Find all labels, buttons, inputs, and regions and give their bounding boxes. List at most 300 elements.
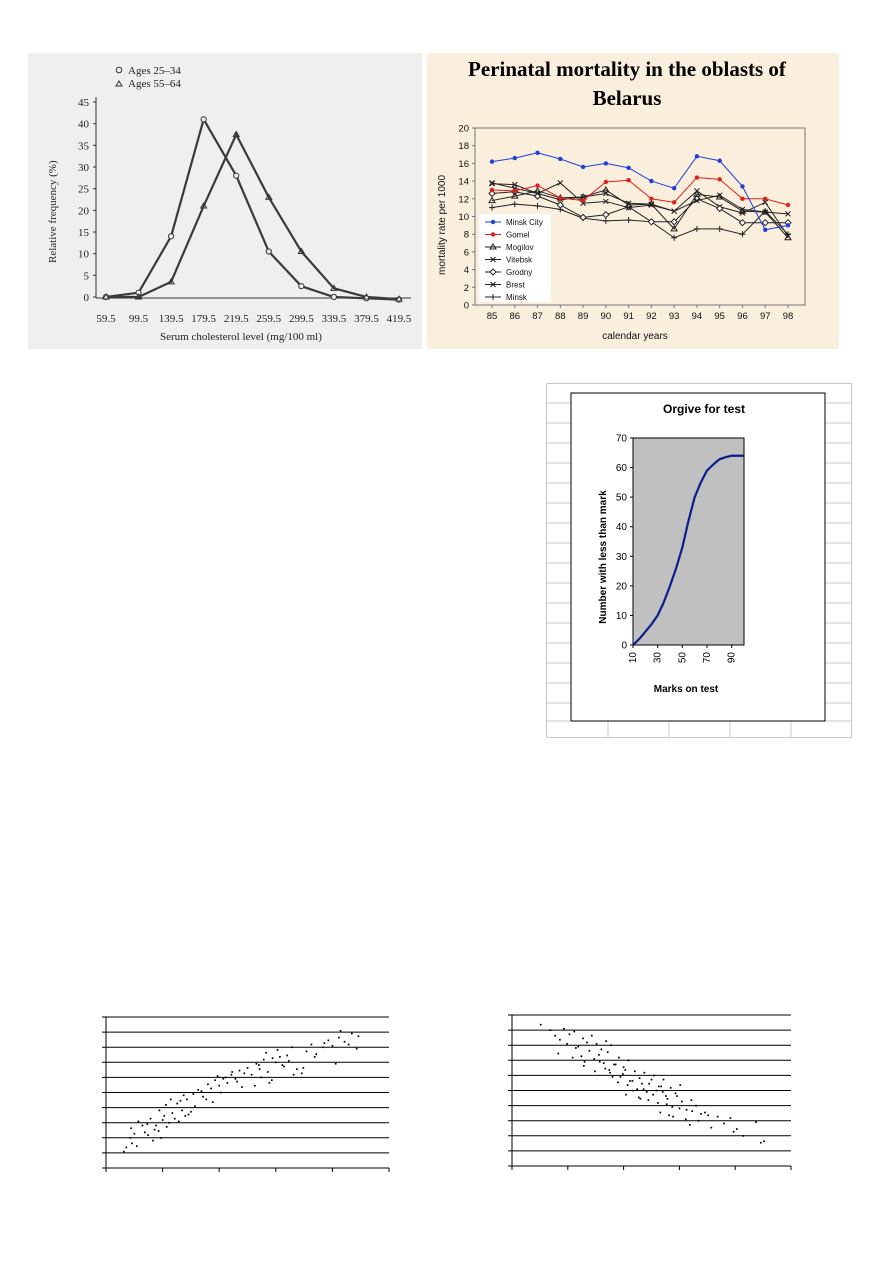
scatter-point bbox=[651, 1079, 653, 1081]
scatter-point bbox=[632, 1080, 634, 1082]
scatter-point bbox=[742, 1135, 744, 1137]
scatter-point bbox=[604, 1068, 606, 1070]
scatter-point bbox=[698, 1120, 700, 1122]
scatter-point bbox=[162, 1119, 164, 1121]
scatter-point bbox=[733, 1131, 735, 1133]
scatter-point bbox=[589, 1050, 591, 1052]
chart1-legend-item-2: Ages 55–64 bbox=[128, 78, 181, 90]
scatter-point bbox=[665, 1095, 667, 1097]
chart2-x-tick-label: 88 bbox=[555, 311, 566, 322]
scatter-point bbox=[575, 1047, 577, 1049]
chart2-x-tick-label: 93 bbox=[668, 311, 680, 322]
chart2-title-line-2: Belarus bbox=[592, 86, 662, 110]
chart1-x-tick-label: 379.5 bbox=[354, 313, 379, 325]
scatter-point bbox=[265, 1052, 267, 1054]
chart2-y-tick-label: 14 bbox=[458, 176, 469, 188]
chart1-series-line-1 bbox=[106, 119, 399, 299]
scatter-point bbox=[259, 1068, 261, 1070]
scatter-point bbox=[178, 1121, 180, 1123]
chart1-point bbox=[266, 249, 271, 254]
chart2-x-tick-label: 90 bbox=[600, 311, 612, 322]
scatter-point bbox=[260, 1077, 262, 1079]
scatter-point bbox=[610, 1044, 612, 1046]
chart1-y-tick-label: 35 bbox=[78, 140, 89, 153]
chart2-point bbox=[603, 212, 609, 218]
scatter-point bbox=[225, 1077, 227, 1079]
scatter-point bbox=[311, 1044, 313, 1046]
chart2-point bbox=[513, 156, 517, 160]
chart2-point bbox=[490, 159, 494, 163]
scatter-point bbox=[617, 1081, 619, 1083]
chart2-point bbox=[740, 184, 744, 188]
scatter-point bbox=[679, 1084, 681, 1086]
positive-scatter-panel bbox=[92, 1008, 392, 1183]
scatter-point bbox=[685, 1119, 687, 1121]
chart1-y-tick-label: 25 bbox=[78, 183, 89, 196]
perinatal-mortality-panel bbox=[427, 53, 839, 349]
scatter-point bbox=[641, 1083, 643, 1085]
scatter-point bbox=[172, 1112, 174, 1114]
scatter-point bbox=[239, 1070, 241, 1072]
chart2-x-tick-label: 89 bbox=[577, 311, 589, 322]
chart2-point bbox=[671, 235, 677, 241]
scatter-point bbox=[222, 1078, 224, 1080]
scatter-point bbox=[154, 1129, 156, 1131]
scatter-point bbox=[165, 1104, 167, 1106]
scatter-point bbox=[639, 1077, 641, 1079]
scatter-point bbox=[324, 1042, 326, 1044]
scatter-point bbox=[351, 1033, 353, 1035]
chart2-y-tick-label: 8 bbox=[463, 229, 469, 241]
chart2-point bbox=[626, 178, 630, 182]
scatter-point bbox=[138, 1121, 140, 1123]
chart2-y-tick-label: 4 bbox=[463, 265, 469, 277]
chart1-point bbox=[201, 117, 206, 122]
scatter-point bbox=[662, 1091, 664, 1093]
legend-triangle-marker bbox=[116, 81, 122, 86]
chart2-x-tick-label: 86 bbox=[509, 311, 521, 322]
chart2-x-tick-label: 94 bbox=[691, 311, 703, 322]
scatter-point bbox=[210, 1088, 212, 1090]
scatter-point bbox=[170, 1099, 172, 1101]
chart2-legend-marker bbox=[491, 220, 495, 224]
scatter-point bbox=[186, 1099, 188, 1101]
chart2-point bbox=[558, 180, 563, 185]
scatter-point bbox=[356, 1048, 358, 1050]
chart2-point bbox=[581, 165, 585, 169]
scatter-point bbox=[236, 1081, 238, 1083]
chart2-legend-label: Mogilov bbox=[506, 243, 534, 252]
scatter-point bbox=[599, 1061, 601, 1063]
chart2-point bbox=[648, 219, 654, 225]
chart1-x-tick-label: 339.5 bbox=[321, 313, 347, 325]
scatter-point bbox=[357, 1035, 359, 1037]
scatter-point bbox=[627, 1084, 629, 1086]
scatter-point bbox=[623, 1066, 625, 1068]
chart2-point bbox=[489, 205, 495, 211]
chart2-y-tick-label: 2 bbox=[463, 282, 469, 294]
scatter-point bbox=[291, 1046, 293, 1048]
scatter-point bbox=[158, 1130, 160, 1132]
scatter-point bbox=[557, 1053, 559, 1055]
scatter-point bbox=[136, 1145, 138, 1147]
scatter-point bbox=[160, 1137, 162, 1139]
scatter-point bbox=[247, 1067, 249, 1069]
scatter-point bbox=[130, 1127, 132, 1129]
chart3-y-label: Number with less than mark bbox=[598, 490, 609, 624]
scatter-point bbox=[256, 1063, 258, 1065]
scatter-point bbox=[607, 1051, 609, 1053]
scatter-point bbox=[235, 1078, 237, 1080]
scatter-point bbox=[144, 1132, 146, 1134]
chart1-x-tick-label: 259.5 bbox=[256, 313, 282, 325]
ogive-panel bbox=[546, 383, 852, 738]
chart3-y-tick-label: 30 bbox=[615, 551, 627, 563]
chart1-x-tick-label: 99.5 bbox=[128, 313, 149, 325]
chart2-legend-label: Minsk City bbox=[506, 218, 543, 227]
scatter-point bbox=[600, 1049, 602, 1051]
chart1-axes bbox=[96, 97, 411, 298]
scatter-point bbox=[763, 1140, 765, 1142]
ogive-chart bbox=[546, 383, 852, 738]
chart1-legend bbox=[116, 65, 181, 90]
chart2-point bbox=[740, 197, 744, 201]
chart1-x-tick-label: 219.5 bbox=[223, 313, 249, 325]
scatter-point bbox=[183, 1094, 185, 1096]
scatter-point bbox=[613, 1064, 615, 1066]
chart2-point bbox=[603, 218, 609, 224]
chart2-point bbox=[694, 226, 700, 232]
chart2-point bbox=[604, 161, 608, 165]
scatter-point bbox=[263, 1059, 265, 1061]
scatter-point bbox=[226, 1082, 228, 1084]
chart2-point bbox=[535, 183, 539, 187]
chart1-x-tick-label: 59.5 bbox=[96, 313, 116, 325]
chart2-point bbox=[763, 228, 767, 232]
scatter-point bbox=[559, 1039, 561, 1041]
chart2-point bbox=[580, 214, 586, 220]
scatter-point bbox=[594, 1070, 596, 1072]
scatter-point bbox=[603, 1062, 605, 1064]
chart2-x-tick-label: 92 bbox=[646, 311, 657, 322]
chart1-x-label: Serum cholesterol level (mg/100 ml) bbox=[160, 331, 322, 343]
scatter-point bbox=[730, 1117, 732, 1119]
scatter-point bbox=[314, 1056, 316, 1058]
scatter-point bbox=[593, 1058, 595, 1060]
scatter-point bbox=[134, 1133, 136, 1135]
scatter-point bbox=[634, 1070, 636, 1072]
chart1-x-tick-label: 179.5 bbox=[191, 313, 217, 325]
chart2-legend-label: Grodny bbox=[506, 268, 533, 277]
scatter-point bbox=[163, 1115, 165, 1117]
chart2-point bbox=[604, 180, 608, 184]
perinatal-mortality-chart bbox=[427, 53, 839, 349]
scatter-point bbox=[212, 1101, 214, 1103]
chart2-x-tick-label: 91 bbox=[623, 311, 634, 322]
chart1-y-tick-label: 40 bbox=[78, 118, 89, 131]
chart2-y-tick-label: 10 bbox=[458, 212, 469, 223]
scatter-point bbox=[691, 1110, 693, 1112]
scatter-point bbox=[638, 1097, 640, 1099]
chart3-plot-area bbox=[633, 438, 744, 645]
scatter-point bbox=[180, 1100, 182, 1102]
scatter-point bbox=[281, 1064, 283, 1066]
positive-scatter-chart bbox=[92, 1008, 392, 1183]
chart2-point bbox=[672, 200, 676, 204]
chart3-y-tick-label: 50 bbox=[615, 492, 627, 504]
scatter-point bbox=[283, 1066, 285, 1068]
scatter-point bbox=[707, 1114, 709, 1116]
chart2-point bbox=[695, 154, 699, 158]
chart2-legend-marker bbox=[491, 232, 495, 236]
chart1-legend-item-1: Ages 25–34 bbox=[128, 65, 181, 77]
scatter-point bbox=[293, 1074, 295, 1076]
scatter-point bbox=[629, 1080, 631, 1082]
scatter-point bbox=[147, 1134, 149, 1136]
chart2-legend-label: Minsk bbox=[506, 293, 527, 302]
scatter-point bbox=[194, 1105, 196, 1107]
chart2-point bbox=[558, 196, 562, 200]
scatter-point bbox=[166, 1126, 168, 1128]
chart3-y-tick-label: 40 bbox=[615, 522, 627, 534]
chart1-y-tick-label: 0 bbox=[83, 292, 89, 304]
chart3-y-tick-label: 20 bbox=[615, 581, 627, 593]
chart2-point bbox=[786, 223, 790, 227]
scatter-point bbox=[142, 1125, 144, 1127]
chart3-x-tick-label: 70 bbox=[702, 652, 713, 664]
chart2-point bbox=[717, 206, 723, 212]
chart3-x-tick-label: 50 bbox=[677, 652, 689, 664]
scatter-point bbox=[129, 1137, 131, 1139]
chart3-title: Orgive for test bbox=[662, 402, 746, 416]
scatter-point bbox=[675, 1092, 677, 1094]
chart1-y-tick-label: 5 bbox=[83, 270, 89, 283]
chart2-point bbox=[786, 203, 790, 207]
chart2-legend-label: Gomel bbox=[506, 230, 530, 240]
chart2-point bbox=[626, 217, 632, 223]
scatter-point bbox=[275, 1062, 277, 1064]
scatter-point bbox=[676, 1095, 678, 1097]
chart1-x-tick-label: 419.5 bbox=[386, 313, 412, 325]
chart2-y-tick-label: 12 bbox=[458, 194, 469, 206]
scatter-point bbox=[608, 1069, 610, 1071]
scatter-point bbox=[691, 1099, 693, 1101]
scatter-point bbox=[214, 1079, 216, 1081]
scatter-point bbox=[563, 1028, 565, 1030]
scatter-point bbox=[618, 1057, 620, 1059]
scatter-point bbox=[605, 1040, 607, 1042]
scatter-point bbox=[624, 1069, 626, 1071]
scatter-point bbox=[150, 1118, 152, 1120]
scatter-point bbox=[201, 1090, 203, 1092]
negative-scatter-panel bbox=[498, 1005, 796, 1180]
scatter-point bbox=[193, 1093, 195, 1095]
scatter-point bbox=[723, 1123, 725, 1125]
scatter-point bbox=[609, 1072, 611, 1074]
scatter-point bbox=[152, 1140, 154, 1142]
chart2-legend bbox=[479, 214, 551, 302]
scatter-point bbox=[648, 1099, 650, 1101]
legend-circle-marker bbox=[116, 67, 122, 73]
scatter-point bbox=[652, 1094, 654, 1096]
scatter-point bbox=[277, 1049, 279, 1051]
scatter-point bbox=[655, 1090, 657, 1092]
scatter-point bbox=[202, 1096, 204, 1098]
scatter-point bbox=[566, 1043, 568, 1045]
chart2-point bbox=[513, 189, 517, 193]
chart2-x-tick-label: 97 bbox=[759, 311, 771, 322]
scatter-point bbox=[218, 1085, 220, 1087]
scatter-point bbox=[659, 1112, 661, 1114]
chart2-point bbox=[672, 186, 676, 190]
scatter-point bbox=[586, 1042, 588, 1044]
scatter-point bbox=[190, 1111, 192, 1113]
scatter-point bbox=[267, 1071, 269, 1073]
scatter-point bbox=[679, 1108, 681, 1110]
scatter-point bbox=[328, 1040, 330, 1042]
scatter-point bbox=[286, 1055, 288, 1057]
scatter-point bbox=[736, 1128, 738, 1130]
scatter-point bbox=[168, 1122, 170, 1124]
scatter-point bbox=[348, 1044, 350, 1046]
scatter-point bbox=[648, 1083, 650, 1085]
chart1-x-tick-label: 299.5 bbox=[288, 313, 314, 325]
scatter-point bbox=[672, 1116, 674, 1118]
scatter-point bbox=[598, 1054, 600, 1056]
scatter-point bbox=[628, 1060, 630, 1062]
chart2-title-line-1: Perinatal mortality in the oblasts of bbox=[468, 57, 786, 81]
chart2-point bbox=[581, 198, 585, 202]
scatter-point bbox=[572, 1057, 574, 1059]
scatter-point bbox=[671, 1106, 673, 1108]
chart2-point bbox=[649, 197, 653, 201]
scatter-point bbox=[632, 1090, 634, 1092]
scatter-point bbox=[710, 1127, 712, 1129]
scatter-point bbox=[569, 1033, 571, 1035]
chart2-point bbox=[626, 166, 630, 170]
scatter-point bbox=[322, 1046, 324, 1048]
scatter-point bbox=[125, 1147, 127, 1149]
chart2-point bbox=[557, 202, 563, 208]
scatter-point bbox=[340, 1030, 342, 1032]
scatter-point bbox=[760, 1142, 762, 1144]
chart3-y-tick-label: 0 bbox=[621, 640, 627, 652]
scatter-point bbox=[296, 1068, 298, 1070]
scatter-point bbox=[220, 1092, 222, 1094]
scatter-point bbox=[686, 1109, 688, 1111]
chart2-point bbox=[535, 203, 541, 209]
scatter-point bbox=[581, 1055, 583, 1057]
chart2-y-tick-label: 0 bbox=[463, 300, 469, 312]
scatter-point bbox=[188, 1114, 190, 1116]
chart1-y-tick-label: 10 bbox=[78, 248, 89, 261]
scatter-point bbox=[640, 1098, 642, 1100]
scatter-point bbox=[591, 1035, 593, 1037]
scatter-point bbox=[315, 1053, 317, 1055]
scatter-point bbox=[583, 1065, 585, 1067]
chart1-y-tick-label: 20 bbox=[78, 205, 89, 218]
scatter-point bbox=[306, 1051, 308, 1053]
scatter-point bbox=[288, 1060, 290, 1062]
scatter-point bbox=[554, 1035, 556, 1037]
scatter-point bbox=[660, 1086, 662, 1088]
scatter-point bbox=[332, 1045, 334, 1047]
chart1-point bbox=[299, 284, 304, 289]
scatter-point bbox=[279, 1056, 281, 1058]
chart3-y-tick-label: 10 bbox=[615, 610, 627, 622]
chart2-y-tick-label: 6 bbox=[463, 247, 469, 259]
chart2-point bbox=[490, 188, 494, 192]
scatter-point bbox=[302, 1067, 304, 1069]
cholesterol-chart bbox=[28, 53, 422, 349]
scatter-point bbox=[577, 1046, 579, 1048]
chart3-y-tick-label: 70 bbox=[615, 433, 627, 445]
chart3-x-tick-label: 10 bbox=[628, 652, 639, 664]
chart3-x-label: Marks on test bbox=[653, 684, 719, 695]
negative-scatter-chart bbox=[498, 1005, 796, 1180]
scatter-point bbox=[689, 1124, 691, 1126]
scatter-point bbox=[258, 1064, 260, 1066]
chart1-y-tick-label: 45 bbox=[78, 97, 89, 109]
scatter-point bbox=[615, 1064, 617, 1066]
scatter-point bbox=[573, 1031, 575, 1033]
chart1-point bbox=[169, 234, 174, 239]
chart2-y-label: mortality rate per 1000 bbox=[437, 174, 448, 275]
scatter-point bbox=[584, 1061, 586, 1063]
chart2-y-tick-label: 18 bbox=[458, 141, 469, 153]
scatter-point bbox=[695, 1105, 697, 1107]
chart2-legend-label: Brest bbox=[506, 280, 525, 290]
scatter-point bbox=[644, 1072, 646, 1074]
scatter-point bbox=[668, 1114, 670, 1116]
scatter-point bbox=[217, 1075, 219, 1077]
chart3-x-tick-label: 90 bbox=[726, 652, 738, 664]
chart2-point bbox=[535, 151, 539, 155]
scatter-point bbox=[549, 1029, 551, 1031]
scatter-point bbox=[596, 1043, 598, 1045]
scatter-point bbox=[146, 1123, 148, 1125]
scatter-point bbox=[755, 1121, 757, 1123]
chart2-x-label: calendar years bbox=[602, 331, 668, 342]
chart2-x-tick-label: 98 bbox=[782, 311, 794, 322]
scatter-point bbox=[636, 1088, 638, 1090]
scatter-point bbox=[254, 1085, 256, 1087]
chart1-point bbox=[331, 294, 336, 299]
chart2-point bbox=[763, 197, 767, 201]
scatter-point bbox=[646, 1091, 648, 1093]
scatter-point bbox=[540, 1024, 542, 1026]
chart2-y-tick-label: 20 bbox=[458, 123, 469, 135]
scatter-point bbox=[184, 1115, 186, 1117]
scatter-point bbox=[657, 1102, 659, 1104]
cholesterol-chart-panel bbox=[28, 53, 422, 349]
scatter-point bbox=[241, 1086, 243, 1088]
scatter-point bbox=[717, 1116, 719, 1118]
chart2-point bbox=[717, 177, 721, 181]
scatter-point bbox=[269, 1082, 271, 1084]
chart2-legend-label: Vitebsk bbox=[506, 255, 533, 265]
scatter-point bbox=[704, 1112, 706, 1114]
chart2-y-tick-label: 16 bbox=[458, 158, 469, 170]
scatter-point bbox=[612, 1076, 614, 1078]
scatter-point bbox=[272, 1057, 274, 1059]
scatter-point bbox=[207, 1083, 209, 1085]
scatter-point bbox=[344, 1041, 346, 1043]
chart1-y-label: Relative frequency (%) bbox=[47, 160, 59, 263]
scatter-point bbox=[643, 1088, 645, 1090]
scatter-point bbox=[251, 1074, 253, 1076]
scatter-point bbox=[176, 1103, 178, 1105]
